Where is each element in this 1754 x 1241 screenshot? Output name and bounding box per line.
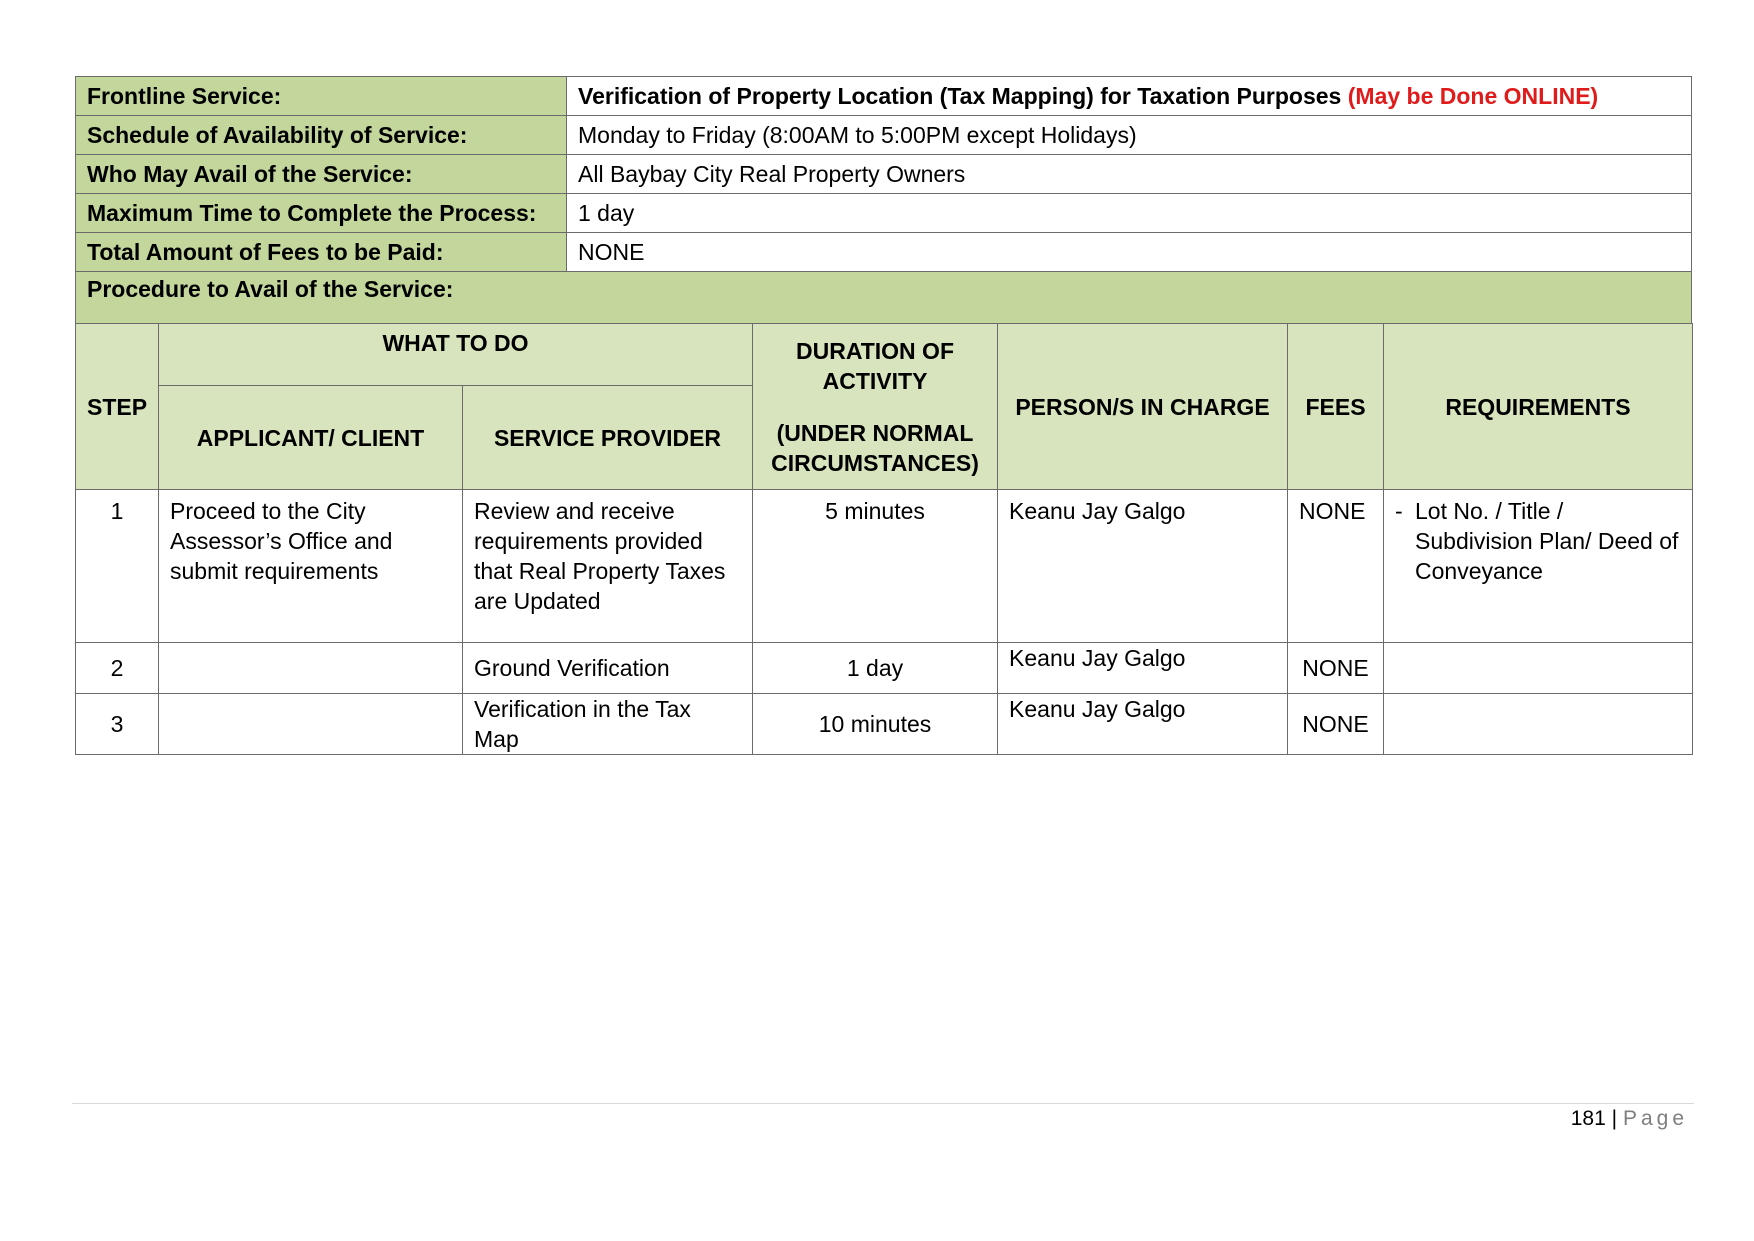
requirement-item [1395, 496, 1681, 586]
provider-header: SERVICE PROVIDER [463, 386, 753, 490]
fees-label: Total Amount of Fees to be Paid: [76, 233, 567, 272]
requirement-text: Lot No. / Title / Subdivision Plan/ Deed of Conveyance [1415, 498, 1679, 584]
provider-action: Review and receive requirements provided that Real Property Taxes are Updated [463, 490, 753, 643]
table-row [76, 490, 1693, 643]
step-number: 2 [76, 643, 159, 694]
page-word: Page [1622, 1107, 1688, 1130]
fees-header: FEES [1288, 324, 1384, 490]
applicant-header: APPLICANT/ CLIENT [159, 386, 463, 490]
duration-header [753, 324, 998, 490]
person-in-charge: Keanu Jay Galgo [998, 694, 1288, 755]
provider-action: Ground Verification [463, 643, 753, 694]
fees-value: NONE [567, 233, 1692, 272]
frontline-row [76, 77, 1692, 116]
applicant-action [159, 694, 463, 755]
duration: 5 minutes [753, 490, 998, 643]
max-time-label: Maximum Time to Complete the Process: [76, 194, 567, 233]
applicant-action: Proceed to the City Assessor’s Office and submit requirements [159, 490, 463, 643]
step-number: 3 [76, 694, 159, 755]
max-time-value: 1 day [567, 194, 1692, 233]
header-row-1 [76, 324, 1693, 386]
step-header: STEP [76, 324, 159, 490]
footer-separator: | [1611, 1107, 1618, 1130]
frontline-label: Frontline Service: [76, 77, 567, 116]
footer-divider [72, 1103, 1694, 1104]
who-row [76, 155, 1692, 194]
applicant-action [159, 643, 463, 694]
fees: NONE [1288, 490, 1384, 643]
person-header: PERSON/S IN CHARGE [998, 324, 1288, 490]
fees-row [76, 233, 1692, 272]
person-in-charge: Keanu Jay Galgo [998, 490, 1288, 643]
online-note: (May be Done ONLINE) [1347, 82, 1599, 109]
table-row [76, 694, 1693, 755]
requirements-header: REQUIREMENTS [1384, 324, 1693, 490]
procedure-table [75, 323, 1693, 755]
procedure-row [76, 272, 1692, 326]
requirements [1384, 490, 1693, 643]
max-time-row [76, 194, 1692, 233]
page-footer [1571, 1107, 1688, 1131]
service-info-table [75, 76, 1692, 326]
schedule-value: Monday to Friday (8:00AM to 5:00PM except Holidays) [567, 116, 1692, 155]
duration: 1 day [753, 643, 998, 694]
table-row [76, 643, 1693, 694]
schedule-row [76, 116, 1692, 155]
frontline-service-name: Verification of Property Location (Tax Mapping) for Taxation Purposes [578, 82, 1342, 109]
page-number: 181 [1570, 1107, 1606, 1130]
duration-header-line2: (UNDER NORMAL CIRCUMSTANCES) [771, 419, 979, 476]
fees: NONE [1288, 643, 1384, 694]
bullet-dash: - [1395, 498, 1403, 524]
fees: NONE [1288, 694, 1384, 755]
duration: 10 minutes [753, 694, 998, 755]
procedure-label: Procedure to Avail of the Service: [76, 272, 1692, 326]
frontline-value [567, 77, 1692, 116]
who-label: Who May Avail of the Service: [76, 155, 567, 194]
requirements [1384, 694, 1693, 755]
step-number: 1 [76, 490, 159, 643]
requirements [1384, 643, 1693, 694]
person-in-charge: Keanu Jay Galgo [998, 643, 1288, 694]
provider-action: Verification in the Tax Map [463, 694, 753, 755]
who-value: All Baybay City Real Property Owners [567, 155, 1692, 194]
schedule-label: Schedule of Availability of Service: [76, 116, 567, 155]
duration-header-line1: DURATION OF ACTIVITY [796, 337, 955, 394]
what-to-do-header: WHAT TO DO [159, 324, 753, 386]
